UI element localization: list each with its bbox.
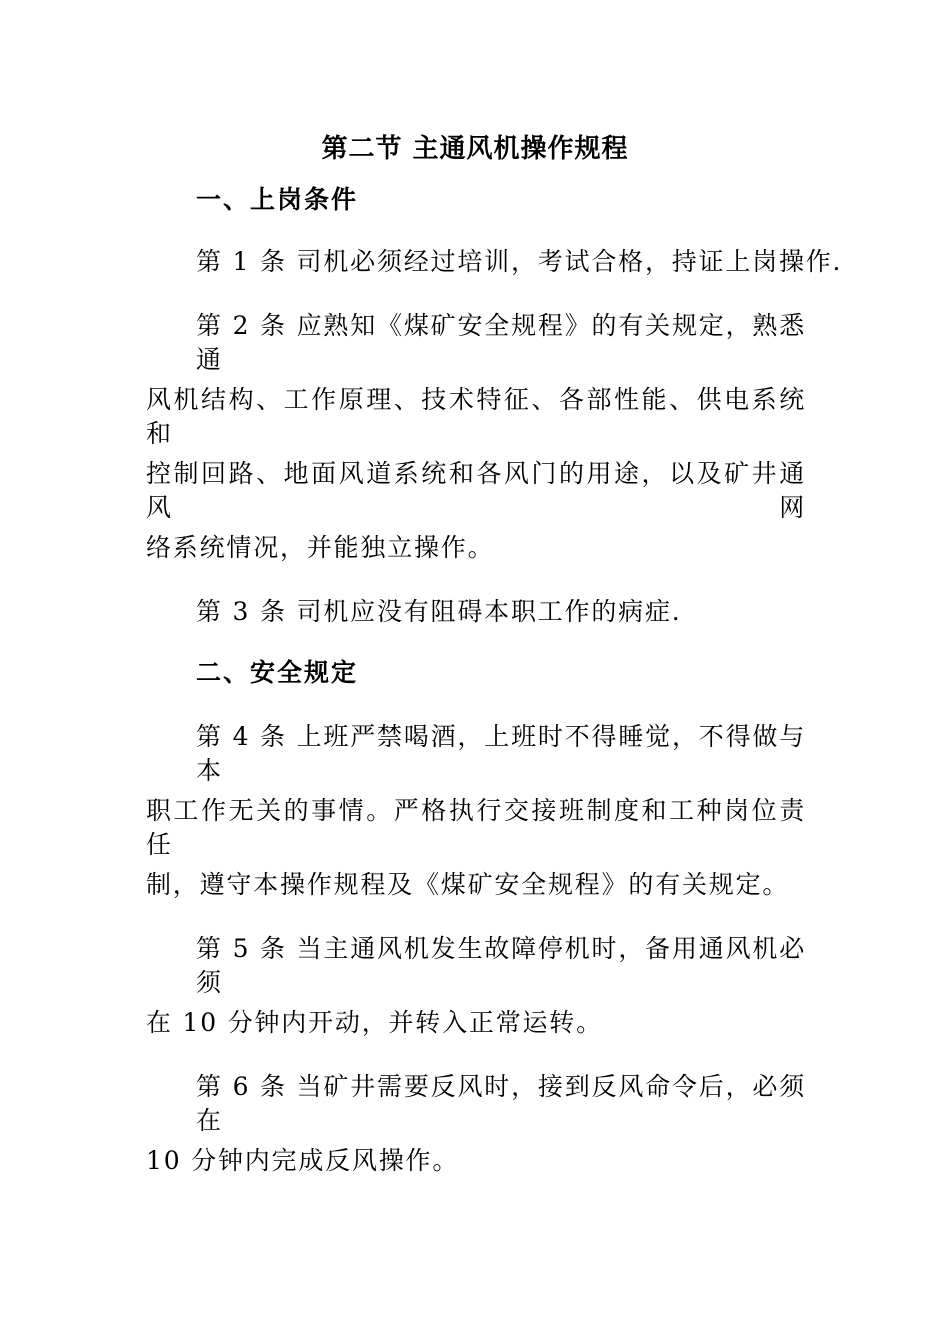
- article-4-line: 第 4 条 上班严禁喝酒，上班时不得睡觉，不得做与本: [196, 722, 806, 785]
- article-2-line: 控制回路、地面风道系统和各风门的用途，以及矿井通风网: [146, 459, 806, 522]
- article-6-line: 第 6 条 当矿井需要反风时，接到反风命令后，必须在: [196, 1072, 806, 1135]
- section-title: 第二节 主通风机操作规程: [321, 134, 629, 164]
- article-3: 第 3 条 司机应没有阻碍本职工作的病症.: [196, 597, 682, 626]
- article-6-line: 10 分钟内完成反风操作。: [146, 1146, 460, 1175]
- article-1: 第 1 条 司机必须经过培训，考试合格，持证上岗操作.: [196, 247, 843, 276]
- article-4-line: 制，遵守本操作规程及《煤矿安全规程》的有关规定。: [146, 870, 790, 899]
- article-5-line: 在 10 分钟内开动，并转入正常运转。: [146, 1008, 603, 1037]
- article-5-line: 第 5 条 当主通风机发生故障停机时，备用通风机必须: [196, 934, 806, 997]
- heading-safety-rules: 二、安全规定: [196, 658, 359, 687]
- article-2-line: 络系统情况，并能独立操作。: [146, 533, 495, 562]
- article-4-line: 职工作无关的事情。严格执行交接班制度和工种岗位责任: [146, 796, 806, 859]
- article-2-line: 第 2 条 应熟知《煤矿安全规程》的有关规定，熟悉通: [196, 311, 806, 374]
- article-2-line: 风机结构、工作原理、技术特征、各部性能、供电系统和: [146, 385, 806, 448]
- heading-job-requirements: 一、上岗条件: [196, 185, 359, 214]
